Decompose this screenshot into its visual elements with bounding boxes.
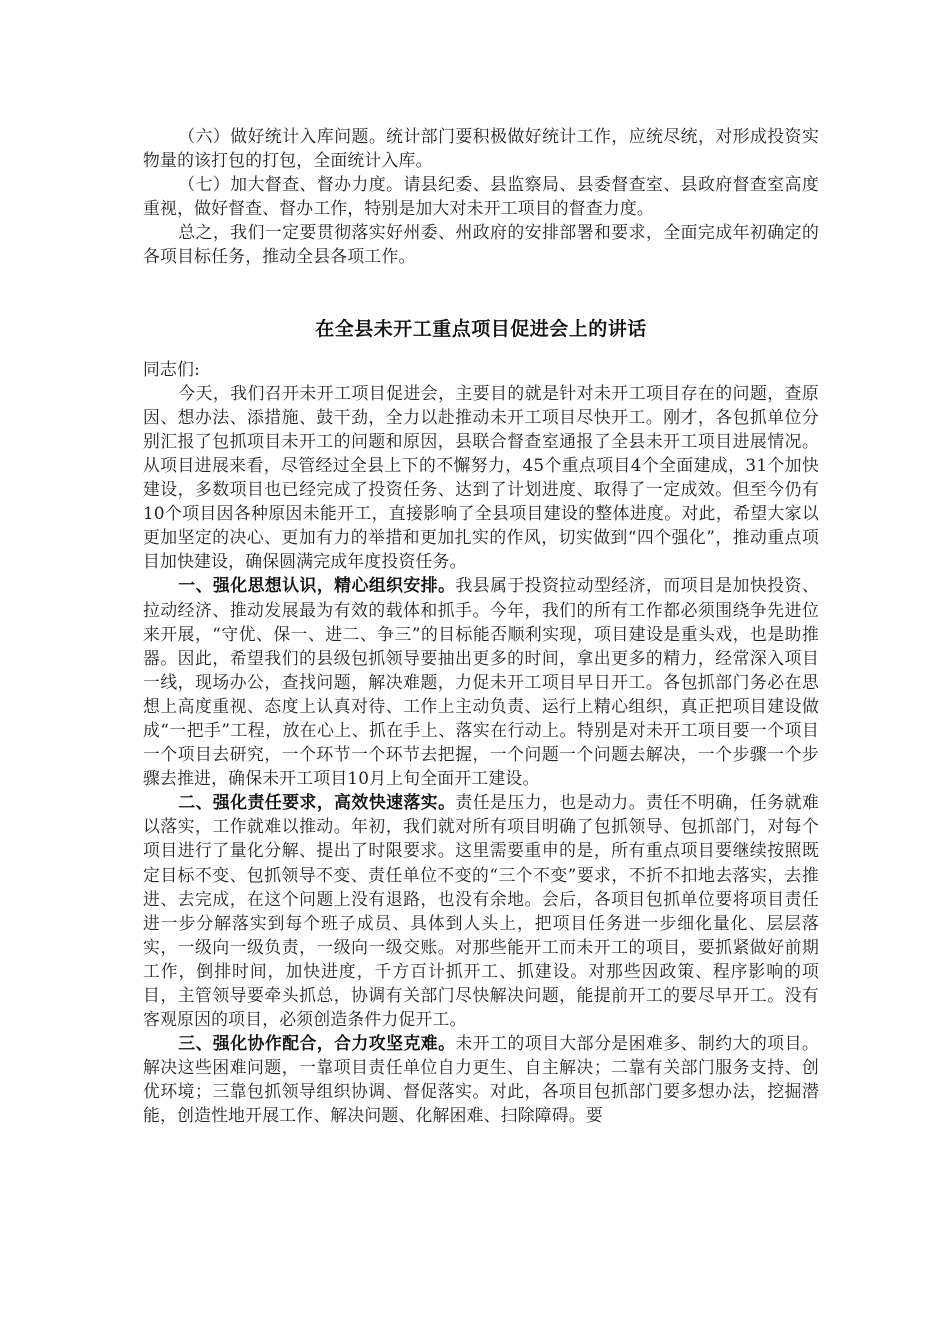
speech-title: 在全县未开工重点项目促进会上的讲话 [315,317,647,340]
paragraph-point-3 [143,1031,819,1127]
paragraph-section-6: （六）做好统计入库问题。统计部门要积极做好统计工作，应统尽统，对形成投资实物量的该打包的打包，全面统计入库。 [143,126,819,171]
point-2-heading: 二、强化责任要求，高效快速落实。 [178,792,456,813]
paragraph-section-7: （七）加大督查、督办力度。请县纪委、县监察局、县委督查室、县政府督查室高度重视，做好督查、督办工作，特别是加大对未开工项目的督查力度。 [143,174,819,219]
point-1-heading: 一、强化思想认识，精心组织安排。 [178,575,456,596]
paragraph-summary: 总之，我们一定要贯彻落实好州委、州政府的安排部署和要求，全面完成年初确定的各项目标任务，推动全县各项工作。 [143,222,819,267]
document-page [143,124,819,1128]
paragraph-point-2 [143,790,819,1031]
paragraph-intro: 今天，我们召开未开工项目促进会，主要目的就是针对未开工项目存在的问题，查原因、想办法、添措施、鼓干劲，全力以赴推动未开工项目尽快开工。刚才，各包抓单位分别汇报了包抓项目未开工的问题和原因，县联合督查室通报了全县未开工项目进展情况。从项目进展来看，尽管经过全县上下的不懈努力，45个重点项目4个全面建成，31个加快建设，多数项目也已经完成了投资任务、达到了计划进度、取得了一定成效。但至今仍有10个项目因各种原因未能开工，直接影响了全县项目建设的整体进度。对此，希望大家以更加坚定的决心、更加有力的举措和更加扎实的作风，切实做到“四个强化”，推动重点项目加快建设，确保圆满完成年度投资任务。 [143,382,819,572]
point-3-body: 未开工的项目大部分是困难多、制约大的项目。解决这些困难问题，一靠项目责任单位自力更生、自主解决；二靠有关部门服务支持、创优环境；三靠包抓领导组织协调、督促落实。对此，各项目包抓部门要多想办法，挖掘潜能，创造性地开展工作、解决问题、化解困难、扫除障碍。要 [143,1033,819,1126]
point-3-heading: 三、强化协作配合，合力攻坚克难。 [178,1033,456,1054]
point-1-body: 我县属于投资拉动型经济，而项目是加快投资、拉动经济、推动发展最为有效的载体和抓手。今年，我们的所有工作都必须围绕争先进位来开展，“守优、保一、进二、争三”的目标能否顺利实现，项目建设是重头戏，也是助推器。因此，希望我们的县级包抓领导要抽出更多的时间，拿出更多的精力，经常深入项目一线，现场办公，查找问题，解决难题，力促未开工项目早日开工。各包抓部门务必在思想上高度重视、态度上认真对待、工作上主动负责、运行上精心组织，真正把项目建设做成“一把手”工程，放在心上、抓在手上、落实在行动上。特别是对未开工项目要一个项目一个项目去研究，一个环节一个环节去把握，一个问题一个问题去解决，一个步骤一个步骤去推进，确保未开工项目10月上旬全面开工建设。 [143,575,819,789]
salutation: 同志们: [143,358,200,379]
paragraph-point-1 [143,573,819,790]
point-2-body: 责任是压力，也是动力。责任不明确，任务就难以落实，工作就难以推动。年初，我们就对所有项目明确了包抓领导、包抓部门，对每个项目进行了量化分解、提出了时限要求。这里需要重申的是，所有重点项目要继续按照既定目标不变、包抓领导不变、责任单位不变的“三个不变”要求，不折不扣地去落实，去推进、去完成，在这个问题上没有退路，也没有余地。会后，各项目包抓单位要将项目责任进一步分解落实到每个班子成员、具体到人头上，把项目任务进一步细化量化、层层落实，一级向一级负责，一级向一级交账。对那些能开工而未开工的项目，要抓紧做好前期工作，倒排时间，加快进度，千方百计抓开工、抓建设。对那些因政策、程序影响的项目，主管领导要牵头抓总，协调有关部门尽快解决问题，能提前开工的要尽早开工。没有客观原因的项目，必须创造条件力促开工。 [143,792,819,1030]
